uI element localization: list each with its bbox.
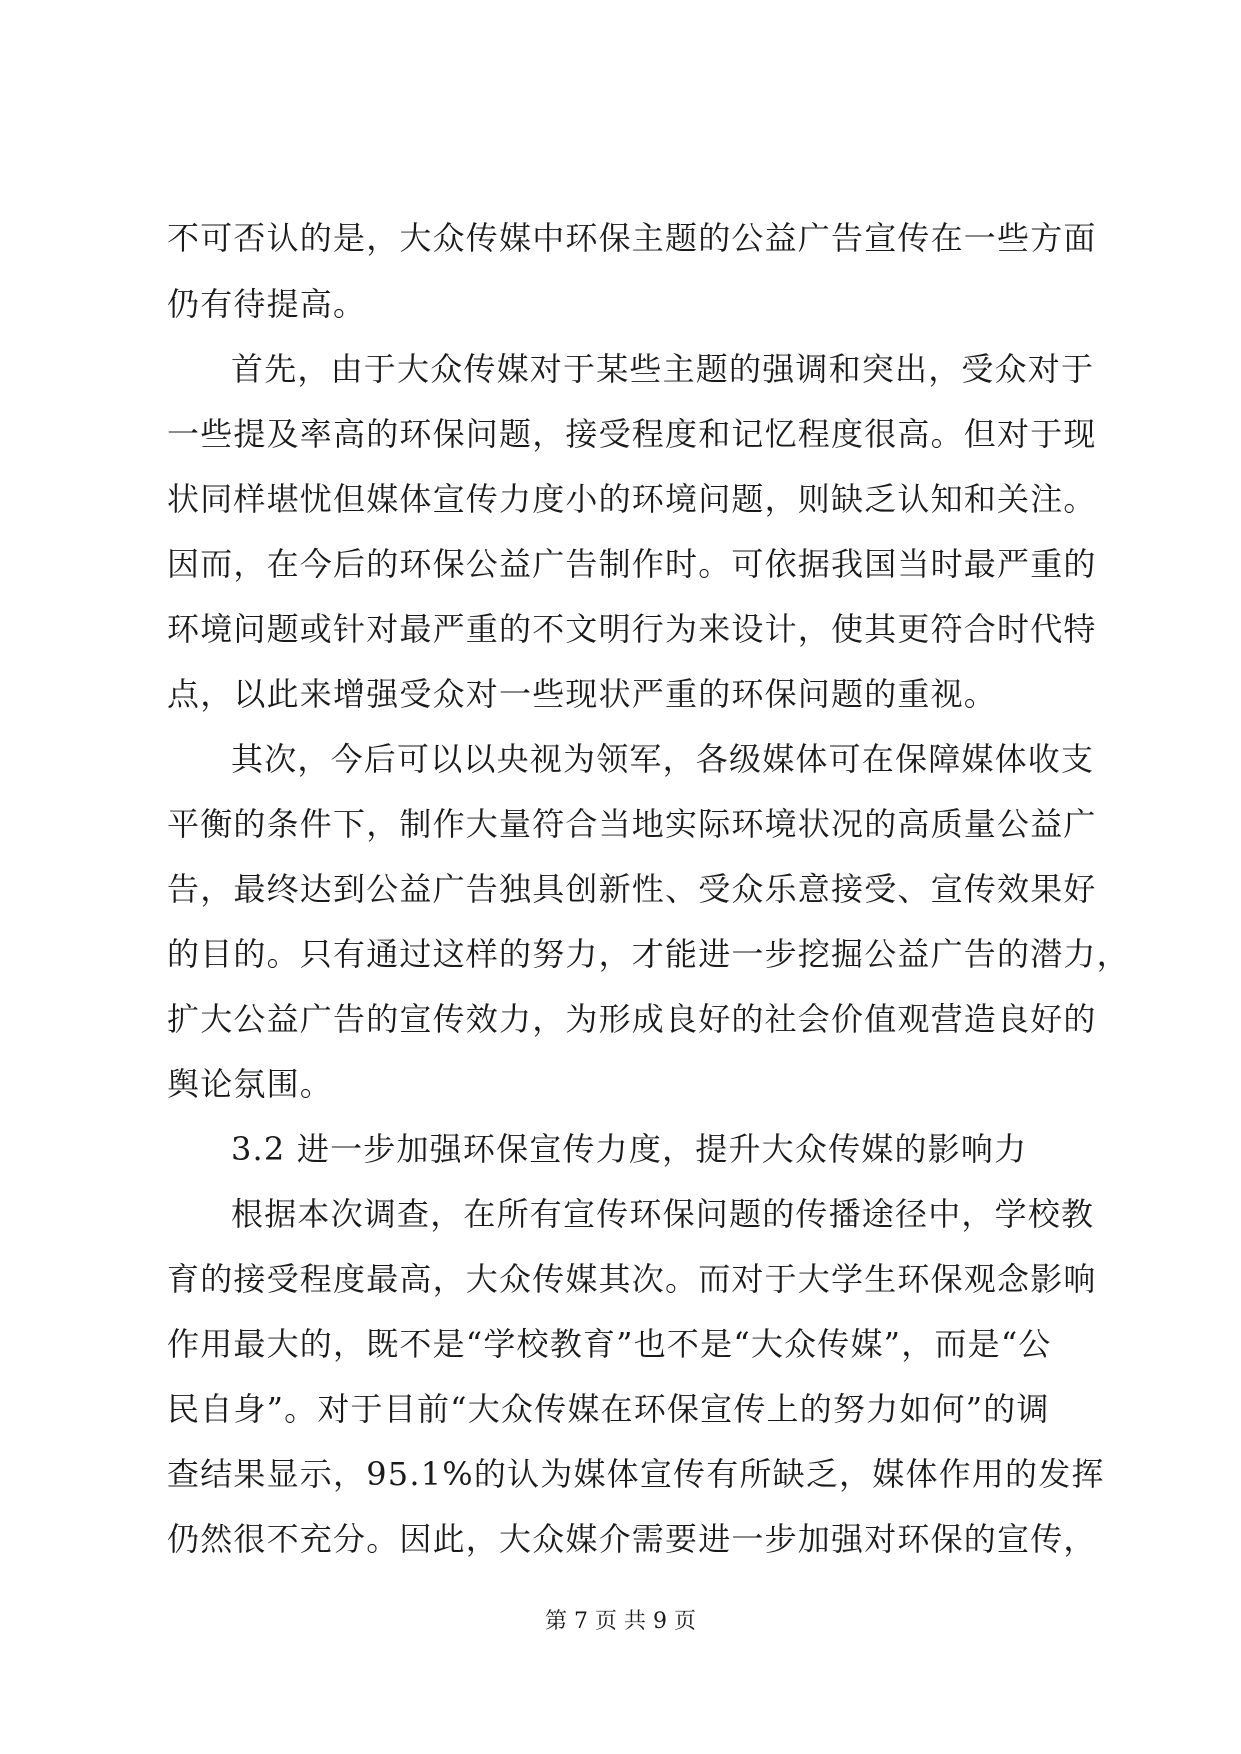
text-line: 仍有待提高。 [167, 285, 367, 323]
text-line: 首先，由于大众传媒对于某些主题的强调和突出，受众对于 [231, 350, 1095, 388]
text-line: 点，以此来增强受众对一些现状严重的环保问题的重视。 [167, 675, 998, 713]
text-line: 舆论氛围。 [167, 1065, 334, 1103]
text-line: 民自身”。对于目前“大众传媒在环保宣传上的努力如何”的调 [167, 1390, 1050, 1428]
text-line: 的目的。只有通过这样的努力，才能进一步挖掘公益广告的潜力， [167, 935, 1130, 973]
section-heading: 3.2 进一步加强环保宣传力度，提升大众传媒的影响力 [231, 1130, 1028, 1168]
text-line: 不可否认的是，大众传媒中环保主题的公益广告宣传在一些方面 [167, 219, 1097, 257]
text-line: 查结果显示，95.1%的认为媒体宣传有所缺乏，媒体作用的发挥 [167, 1455, 1105, 1493]
text-line: 因而，在今后的环保公益广告制作时。可依据我国当时最严重的 [167, 545, 1097, 583]
page-footer: 第 7 页 共 9 页 [545, 1609, 696, 1634]
text-line: 告，最终达到公益广告独具创新性、受众乐意接受、宣传效果好 [167, 870, 1097, 908]
text-line: 作用最大的，既不是“学校教育”也不是“大众传媒”，而是“公 [167, 1325, 1052, 1363]
text-line: 扩大公益广告的宣传效力，为形成良好的社会价值观营造良好的 [167, 1000, 1097, 1038]
text-line: 环境问题或针对最严重的不文明行为来设计，使其更符合时代特 [167, 610, 1097, 648]
text-line: 根据本次调查，在所有宣传环保问题的传播途径中，学校教 [231, 1195, 1095, 1233]
text-line: 一些提及率高的环保问题，接受程度和记忆程度很高。但对于现 [167, 415, 1097, 453]
text-line: 仍然很不充分。因此，大众媒介需要进一步加强对环保的宣传， [167, 1520, 1097, 1558]
text-line: 其次，今后可以以央视为领军，各级媒体可在保障媒体收支 [231, 740, 1095, 778]
text-line: 育的接受程度最高，大众传媒其次。而对于大学生环保观念影响 [167, 1260, 1097, 1298]
text-line: 平衡的条件下，制作大量符合当地实际环境状况的高质量公益广 [167, 805, 1097, 843]
text-line: 状同样堪忧但媒体宣传力度小的环境问题，则缺乏认知和关注。 [167, 480, 1097, 518]
